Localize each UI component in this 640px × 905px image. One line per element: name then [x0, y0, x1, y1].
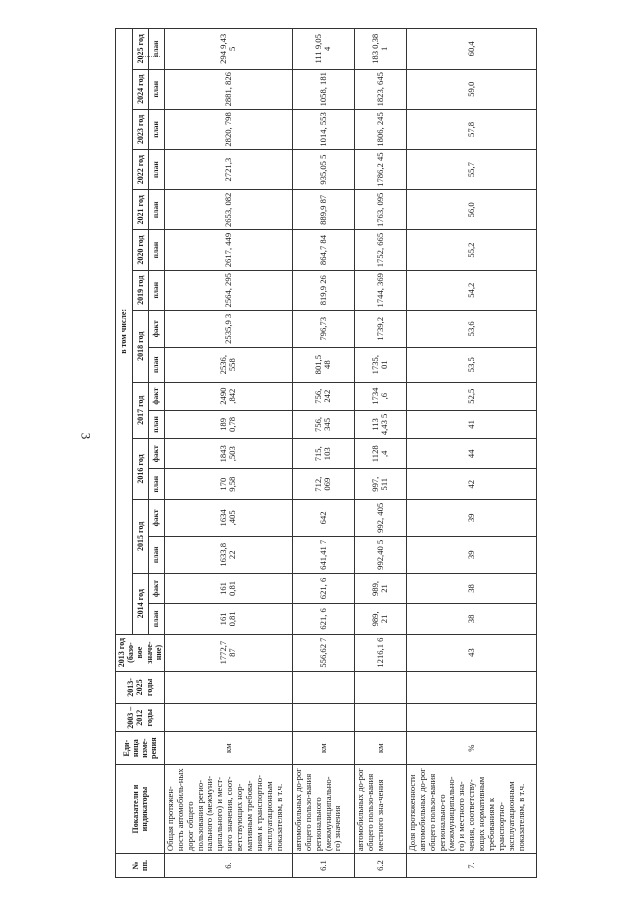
cell-2019-plan: 2564, 295 — [164, 270, 292, 310]
cell-2016-fact: 1843 ,503 — [164, 439, 292, 469]
hdr-year: 2017 год — [132, 382, 149, 439]
row-period-2013 — [354, 671, 406, 704]
cell-2020-plan: 864,7 84 — [292, 230, 354, 270]
cell-2016-plan: 170 9,58 — [164, 469, 292, 499]
row-base: 1772,7 87 — [164, 634, 292, 671]
cell-2018-fact: 1739,2 — [354, 310, 406, 347]
cell-2016-fact: 1128 ,4 — [354, 439, 406, 469]
cell-2022-plan: 935,05 5 — [292, 150, 354, 190]
row-number: 6. — [164, 854, 292, 878]
hdr-fact: факт — [149, 310, 165, 347]
hdr-in-total: в том числе: — [116, 29, 133, 635]
cell-2021-plan: 56,0 — [406, 190, 536, 230]
hdr-year: 2022 год — [132, 150, 149, 190]
hdr-plan: план — [149, 536, 165, 573]
table-row — [354, 29, 406, 878]
hdr-plan: план — [149, 410, 165, 438]
hdr-year: 2021 год — [132, 190, 149, 230]
cell-2021-plan: 889,9 87 — [292, 190, 354, 230]
indicators-table — [115, 28, 537, 878]
cell-2018-plan: 1735, 01 — [354, 347, 406, 382]
cell-2017-fact: 2490 ,842 — [164, 382, 292, 410]
cell-2025-plan: 294 9,43 5 — [164, 29, 292, 70]
table-row — [292, 29, 354, 878]
cell-2016-plan: 712, 069 — [292, 469, 354, 499]
cell-2022-plan: 2721,3 — [164, 150, 292, 190]
table-row — [164, 29, 292, 878]
hdr-plan: план — [149, 347, 165, 382]
cell-2024-plan: 1823, 645 — [354, 69, 406, 109]
hdr-plan: план — [149, 150, 165, 190]
cell-2014-plan: 161 0,81 — [164, 604, 292, 634]
cell-2016-plan: 997, 511 — [354, 469, 406, 499]
hdr-year: 2014 год — [132, 573, 149, 634]
cell-2015-plan: 39 — [406, 536, 536, 573]
hdr-plan: план — [149, 109, 165, 149]
row-base: 1216,1 6 — [354, 634, 406, 671]
hdr-year: 2020 год — [132, 230, 149, 270]
row-number: 6.2 — [354, 854, 406, 878]
row-unit: км — [292, 732, 354, 765]
hdr-year: 2025 год — [132, 29, 149, 70]
hdr-year: 2019 год — [132, 270, 149, 310]
hdr-plan: план — [149, 270, 165, 310]
row-period-2003 — [292, 704, 354, 732]
cell-2017-plan: 41 — [406, 410, 536, 438]
cell-2014-plan: 989, 21 — [354, 604, 406, 634]
page-number: 3 — [78, 432, 94, 440]
cell-2017-plan: 189 0,78 — [164, 410, 292, 438]
cell-2017-plan: 113 4,43 5 — [354, 410, 406, 438]
cell-2025-plan: 111 9,05 4 — [292, 29, 354, 70]
hdr-plan: план — [149, 469, 165, 499]
hdr-fact: факт — [149, 499, 165, 536]
row-period-2013 — [292, 671, 354, 704]
cell-2015-fact: 1634 ,405 — [164, 499, 292, 536]
hdr-year: 2018 год — [132, 310, 149, 382]
row-period-2003 — [406, 704, 536, 732]
hdr-plan: план — [149, 29, 165, 70]
row-period-2013 — [164, 671, 292, 704]
cell-2025-plan: 60,4 — [406, 29, 536, 70]
hdr-plan: план — [149, 69, 165, 109]
hdr-indicator: Показатели и индикаторы — [116, 764, 165, 853]
rotated-table-wrapper — [115, 28, 533, 878]
cell-2017-fact: 52,5 — [406, 382, 536, 410]
cell-2015-fact: 39 — [406, 499, 536, 536]
cell-2017-plan: 756, 345 — [292, 410, 354, 438]
cell-2018-fact: 796,73 — [292, 310, 354, 347]
cell-2014-plan: 38 — [406, 604, 536, 634]
cell-2022-plan: 55,7 — [406, 150, 536, 190]
hdr-plan: план — [149, 604, 165, 634]
hdr-year: 2024 год — [132, 69, 149, 109]
cell-2023-plan: 2820, 798 — [164, 109, 292, 149]
cell-2020-plan: 2617, 449 — [164, 230, 292, 270]
cell-2024-plan: 59,0 — [406, 69, 536, 109]
row-indicator: Доля протяженности автомобильных до-рог общего пользо-вания регионально-го (межмуниципально-го) и местного зна-чения, соответству-ющих нормативным требованиям к транспортно-эксплуатационным показателям, в т.ч. — [406, 764, 536, 853]
row-period-2003 — [354, 704, 406, 732]
cell-2023-plan: 1806, 245 — [354, 109, 406, 149]
hdr-fact: факт — [149, 573, 165, 603]
cell-2014-fact: 621, 6 — [292, 573, 354, 603]
cell-2017-fact: 756, 242 — [292, 382, 354, 410]
cell-2021-plan: 2653, 082 — [164, 190, 292, 230]
cell-2015-plan: 1633,8 22 — [164, 536, 292, 573]
cell-2021-plan: 1763, 095 — [354, 190, 406, 230]
cell-2020-plan: 55,2 — [406, 230, 536, 270]
hdr-fact: факт — [149, 382, 165, 410]
cell-2015-fact: 642 — [292, 499, 354, 536]
row-period-2013 — [406, 671, 536, 704]
cell-2016-fact: 715, 103 — [292, 439, 354, 469]
cell-2018-fact: 2535,9 3 — [164, 310, 292, 347]
cell-2019-plan: 54,2 — [406, 270, 536, 310]
cell-2016-fact: 44 — [406, 439, 536, 469]
hdr-unit: Еди-ница изме-рения — [116, 732, 165, 765]
cell-2020-plan: 1752, 665 — [354, 230, 406, 270]
hdr-period-2003: 2003 – 2012 годы — [116, 704, 165, 732]
cell-2024-plan: 2881, 826 — [164, 69, 292, 109]
cell-2014-fact: 989, 21 — [354, 573, 406, 603]
hdr-fact: факт — [149, 439, 165, 469]
cell-2022-plan: 1786,2 45 — [354, 150, 406, 190]
table-row — [406, 29, 536, 878]
cell-2014-fact: 38 — [406, 573, 536, 603]
hdr-no: № пп. — [116, 854, 165, 878]
cell-2015-plan: 641,41 7 — [292, 536, 354, 573]
row-base: 43 — [406, 634, 536, 671]
cell-2023-plan: 57,8 — [406, 109, 536, 149]
cell-2023-plan: 1014, 553 — [292, 109, 354, 149]
cell-2025-plan: 183 0,38 1 — [354, 29, 406, 70]
cell-2018-plan: 801,5 48 — [292, 347, 354, 382]
row-indicator: автомобильных до-рог общего пользо-вания местного зна-чения — [354, 764, 406, 853]
row-indicator: Общая протяжен-ность автомобиль-ных дорог общего пользования регио-нального (межмуни-ципального) и мест-ного значения, соот-ветствующих нор-мативным требова-ниям к транспортно-эксплуатационным показателям, в т.ч. — [164, 764, 292, 853]
hdr-year: 2015 год — [132, 499, 149, 573]
row-base: 556,62 7 — [292, 634, 354, 671]
hdr-base-2013: 2013 год (базо-вое значе-ние) — [116, 634, 165, 671]
row-unit: км — [354, 732, 406, 765]
hdr-year: 2016 год — [132, 439, 149, 500]
row-period-2003 — [164, 704, 292, 732]
cell-2018-fact: 53,6 — [406, 310, 536, 347]
hdr-year: 2023 год — [132, 109, 149, 149]
row-number: 7. — [406, 854, 536, 878]
cell-2017-fact: 1734 ,6 — [354, 382, 406, 410]
cell-2024-plan: 1058, 181 — [292, 69, 354, 109]
hdr-period-2013: 2013-2025 годы — [116, 671, 165, 704]
cell-2016-plan: 42 — [406, 469, 536, 499]
cell-2018-plan: 53,5 — [406, 347, 536, 382]
cell-2014-plan: 621, 6 — [292, 604, 354, 634]
row-unit: км — [164, 732, 292, 765]
hdr-plan: план — [149, 230, 165, 270]
cell-2015-plan: 992,40 5 — [354, 536, 406, 573]
cell-2014-fact: 161 0,81 — [164, 573, 292, 603]
cell-2018-plan: 2536, 558 — [164, 347, 292, 382]
row-unit: % — [406, 732, 536, 765]
cell-2015-fact: 992, 405 — [354, 499, 406, 536]
row-indicator: автомобильных до-рог общего пользо-вания регионального (межмуниципально-го) значения — [292, 764, 354, 853]
cell-2019-plan: 1744, 369 — [354, 270, 406, 310]
hdr-plan: план — [149, 190, 165, 230]
row-number: 6.1 — [292, 854, 354, 878]
cell-2019-plan: 819,9 26 — [292, 270, 354, 310]
